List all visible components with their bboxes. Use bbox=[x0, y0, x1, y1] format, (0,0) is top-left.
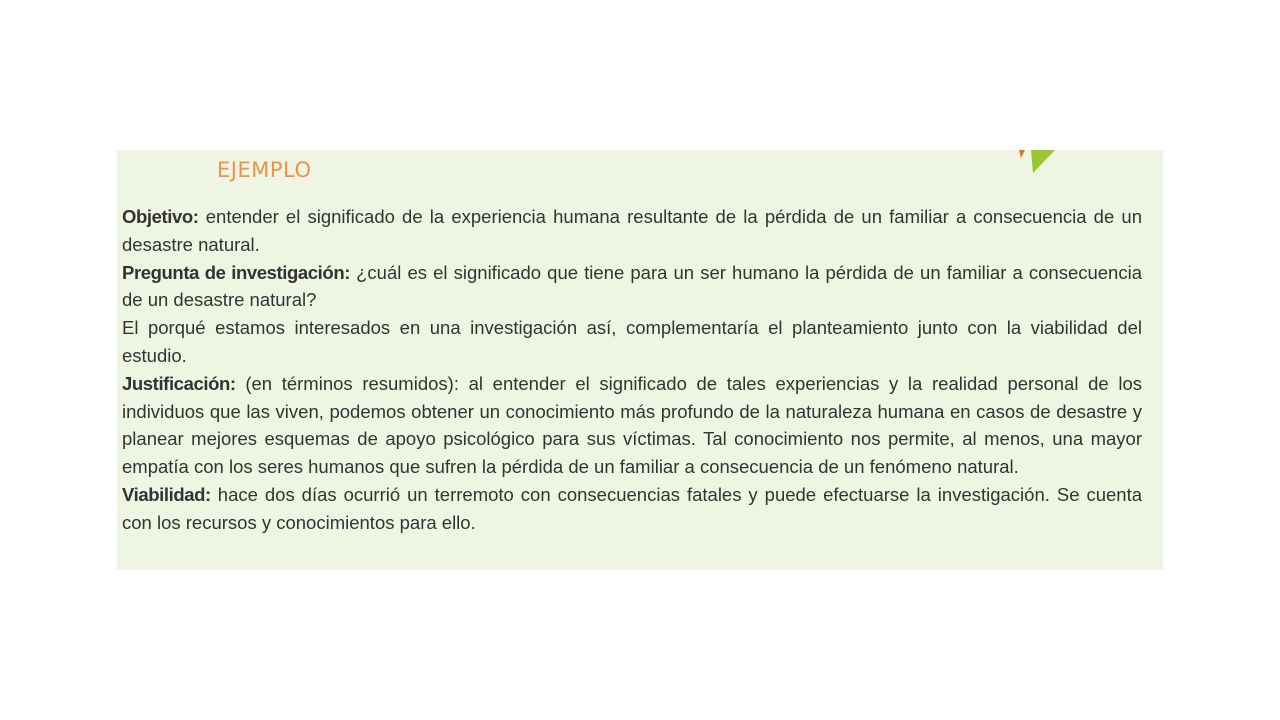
paragraph-justificacion bbox=[122, 370, 1142, 481]
paragraph-text: El porqué estamos interesados en una investigación así, complementaría el planteamiento junto con la viabilidad del estudio. bbox=[122, 317, 1142, 366]
paragraph-interes bbox=[122, 314, 1142, 370]
paragraph-label: Viabilidad: bbox=[122, 483, 211, 505]
example-heading: EJEMPLO bbox=[217, 158, 312, 182]
paragraph-viabilidad bbox=[122, 481, 1142, 537]
paragraph-text: entender el significado de la experiencia humana resultante de la pérdida de un familiar a consecuencia de un desastre natural. bbox=[122, 206, 1142, 255]
paragraph-pregunta bbox=[122, 259, 1142, 315]
paragraph-objetivo bbox=[122, 203, 1142, 259]
paragraph-text: (en términos resumidos): al entender el significado de tales experiencias y la realidad personal de los individuos que las viven, podemos obtener un conocimiento más profundo de la naturaleza humana en casos de desastre y planear mejores esquemas de apoyo psicológico para sus víctimas. Tal conocimiento nos permite, al menos, una mayor empatía con los seres humanos que sufren la pérdida de un familiar a consecuencia de un fenómeno natural. bbox=[122, 372, 1142, 478]
paragraph-label: Pregunta de investigación: bbox=[122, 261, 350, 283]
paragraph-label: Justificación: bbox=[122, 372, 236, 394]
example-body bbox=[122, 203, 1142, 537]
paragraph-text: hace dos días ocurrió un terremoto con consecuencias fatales y puede efectuarse la investigación. Se cuenta con los recursos y conocimientos para ello. bbox=[122, 483, 1142, 533]
paragraph-label: Objetivo: bbox=[122, 206, 199, 227]
paragraph-text: ¿cuál es el significado que tiene para un ser humano la pérdida de un familiar a consecuencia de un desastre natural? bbox=[122, 261, 1142, 311]
example-box bbox=[117, 150, 1163, 570]
corner-decoration-icon bbox=[1017, 150, 1057, 176]
